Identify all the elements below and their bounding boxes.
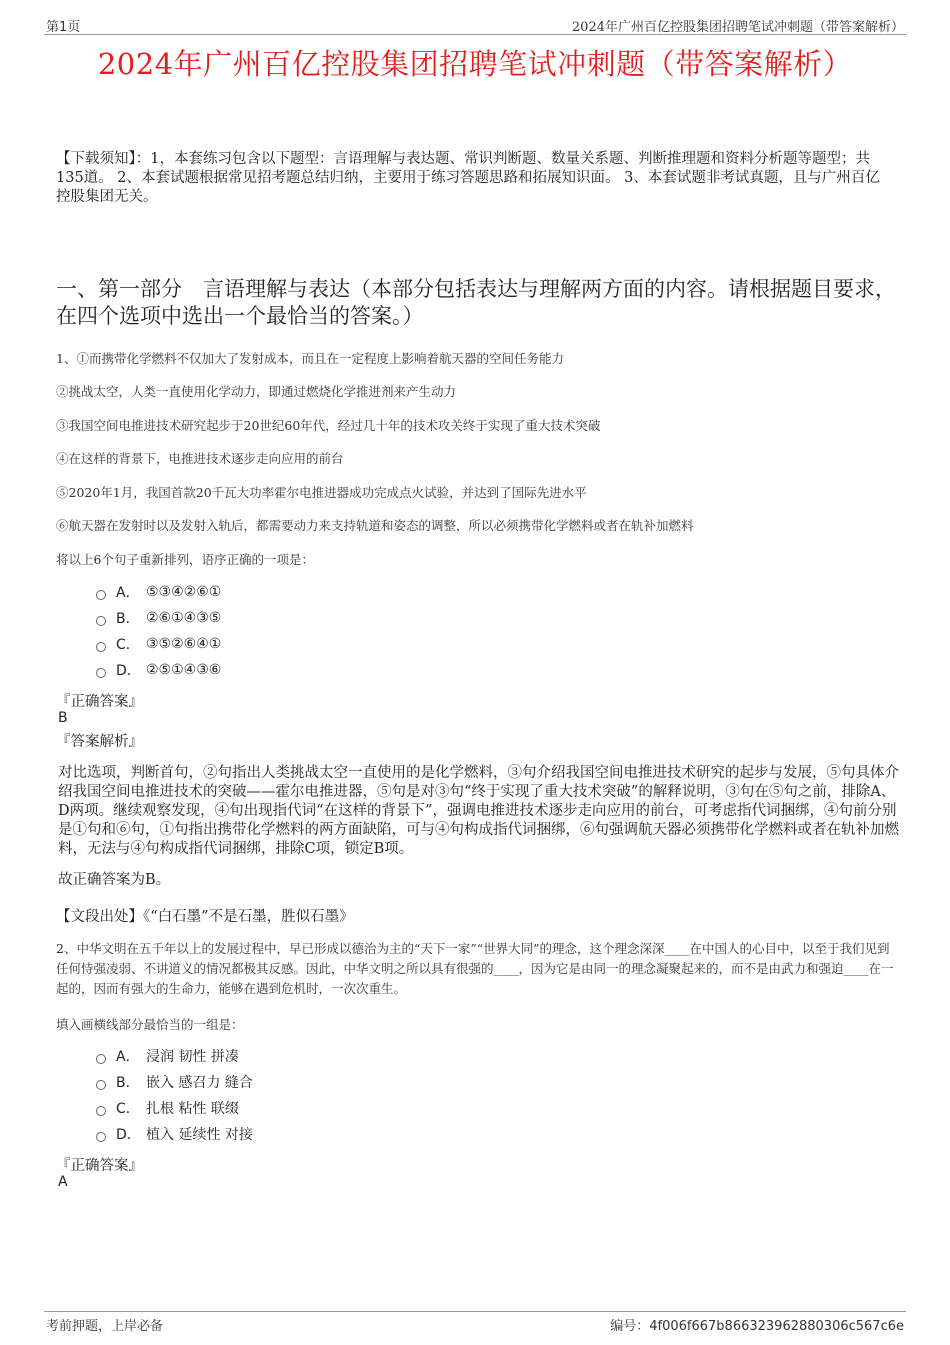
radio-icon[interactable] (96, 616, 106, 626)
q2-text: 2、中华文明在五千年以上的发展过程中，早已形成以德治为主的“天下一家”“世界大同”的理念，这个理念深深____在中国人的心目中，以至于我们见到任何恃强凌弱、不讲道义的情况都极其反感。因此，中华文明之所以具有很强的____，因为它是由同一的理念凝聚起来的，而不是由武力和强迫____在一起的，因而有强大的生命力，能够在遇到危机时，一次次重生。 (56, 941, 894, 996)
q1-analysis: 对比选项，判断首句，②句指出人类挑战太空一直使用的是化学燃料，③句介绍我国空间电推进技术研究的起步与发展，⑤句具体介绍我国空间电推进技术的突破——霍尔电推进器，⑤句是对③句“终于实现了重大技术突破”的解释说明，③句在⑤句之前，排除A、D两项。继续观察发现，④句出现指代词“在这样的背景下”，强调电推进技术逐步走向应用的前台，可考虑指代词捆绑，④句前分别是①句和⑥句，①句指出携带化学燃料的两方面缺陷，可与④句构成指代词捆绑，⑥句强调航天器必须携带化学燃料或者在轨补加燃料，无法与④句构成指代词捆绑，排除C项，锁定B项。 (58, 765, 899, 857)
q1-line-3: ③我国空间电推进技术研究起步于20世纪60年代，经过几十年的技术攻关终于实现了重大技术突破 (56, 418, 601, 433)
footer-code (610, 1315, 904, 1334)
q2-options (96, 1043, 253, 1147)
q2-option-b[interactable]: B． 嵌入 感召力 缝合 (96, 1069, 253, 1095)
radio-icon[interactable] (96, 1132, 106, 1142)
page-footer (44, 1311, 906, 1336)
footer-code-label: 编号： (610, 1319, 650, 1334)
q2-option-a[interactable]: A． 浸润 韧性 拼凑 (96, 1043, 253, 1069)
q1-option-b[interactable]: B． ②⑥①④③⑤ (96, 605, 221, 631)
document-title: 2024年广州百亿控股集团招聘笔试冲刺题（带答案解析） (97, 47, 853, 81)
q1-line-2: ②挑战太空，人类一直使用化学动力，即通过燃烧化学推进剂来产生动力 (56, 384, 457, 399)
q1-line-1: 1、①而携带化学燃料不仅加大了发射成本，而且在一定程度上影响着航天器的空间任务能力 (56, 351, 564, 366)
q2-option-c[interactable]: C． 扎根 粘性 联缀 (96, 1095, 253, 1121)
q1-line-6: ⑥航天器在发射时以及发射入轨后，都需要动力来支持轨道和姿态的调整，所以必须携带化学燃料或者在轨补加燃料 (56, 518, 694, 533)
q1-option-a[interactable]: A． ⑤③④②⑥① (96, 579, 221, 605)
q1-prompt: 将以上6个句子重新排列，语序正确的一项是： (56, 552, 314, 567)
radio-icon[interactable] (96, 1054, 106, 1064)
footer-slogan: 考前押题，上岸必备 (46, 1319, 164, 1334)
radio-icon[interactable] (96, 1080, 106, 1090)
radio-icon[interactable] (96, 642, 106, 652)
q1-answer: B (58, 710, 68, 726)
q1-option-c[interactable]: C． ③⑤②⑥④① (96, 631, 221, 657)
q1-conclusion: 故正确答案为B。 (58, 872, 171, 888)
radio-icon[interactable] (96, 668, 106, 678)
q1-line-4: ④在这样的背景下，电推进技术逐步走向应用的前台 (56, 451, 344, 466)
q2-option-d[interactable]: D． 植入 延续性 对接 (96, 1121, 253, 1147)
footer-code-value: 4f006f667b866323962880306c567c6e (649, 1319, 904, 1334)
radio-icon[interactable] (96, 590, 106, 600)
page-number: 第1页 (46, 20, 81, 35)
q1-option-d[interactable]: D． ②⑤①④③⑥ (96, 657, 221, 683)
q2-answer: A (58, 1174, 68, 1190)
q1-line-5: ⑤2020年1月，我国首款20千瓦大功率霍尔电推进器成功完成点火试验，并达到了国际先进水平 (56, 485, 587, 500)
q2-answer-label: 『正确答案』 (56, 1158, 143, 1174)
q1-source: 【文段出处】《“白石墨”不是石墨，胜似石墨》 (56, 909, 354, 925)
header-doc-title: 2024年广州百亿控股集团招聘笔试冲刺题（带答案解析） (571, 20, 904, 35)
page-header (44, 14, 906, 35)
q1-answer-label: 『正确答案』 (56, 694, 143, 710)
section-heading: 一、第一部分 言语理解与表达（本部分包括表达与理解两方面的内容。请根据题目要求，在四个选项中选出一个最恰当的答案。） (56, 277, 896, 328)
radio-icon[interactable] (96, 1106, 106, 1116)
q1-options (96, 579, 221, 683)
download-notice: 【下载须知】：1，本套练习包含以下题型：言语理解与表达题、常识判断题、数量关系题、判断推理题和资料分析题等题型；共135道。 2、本套试题根据常见招考题总结归纳，主要用于练习答题思路和拓展知识面。 3、本套试题非考试真题，且与广州百亿控股集团无关。 (56, 151, 880, 205)
q2-prompt: 填入画横线部分最恰当的一组是： (56, 1017, 244, 1032)
q1-analysis-label: 『答案解析』 (56, 734, 143, 750)
